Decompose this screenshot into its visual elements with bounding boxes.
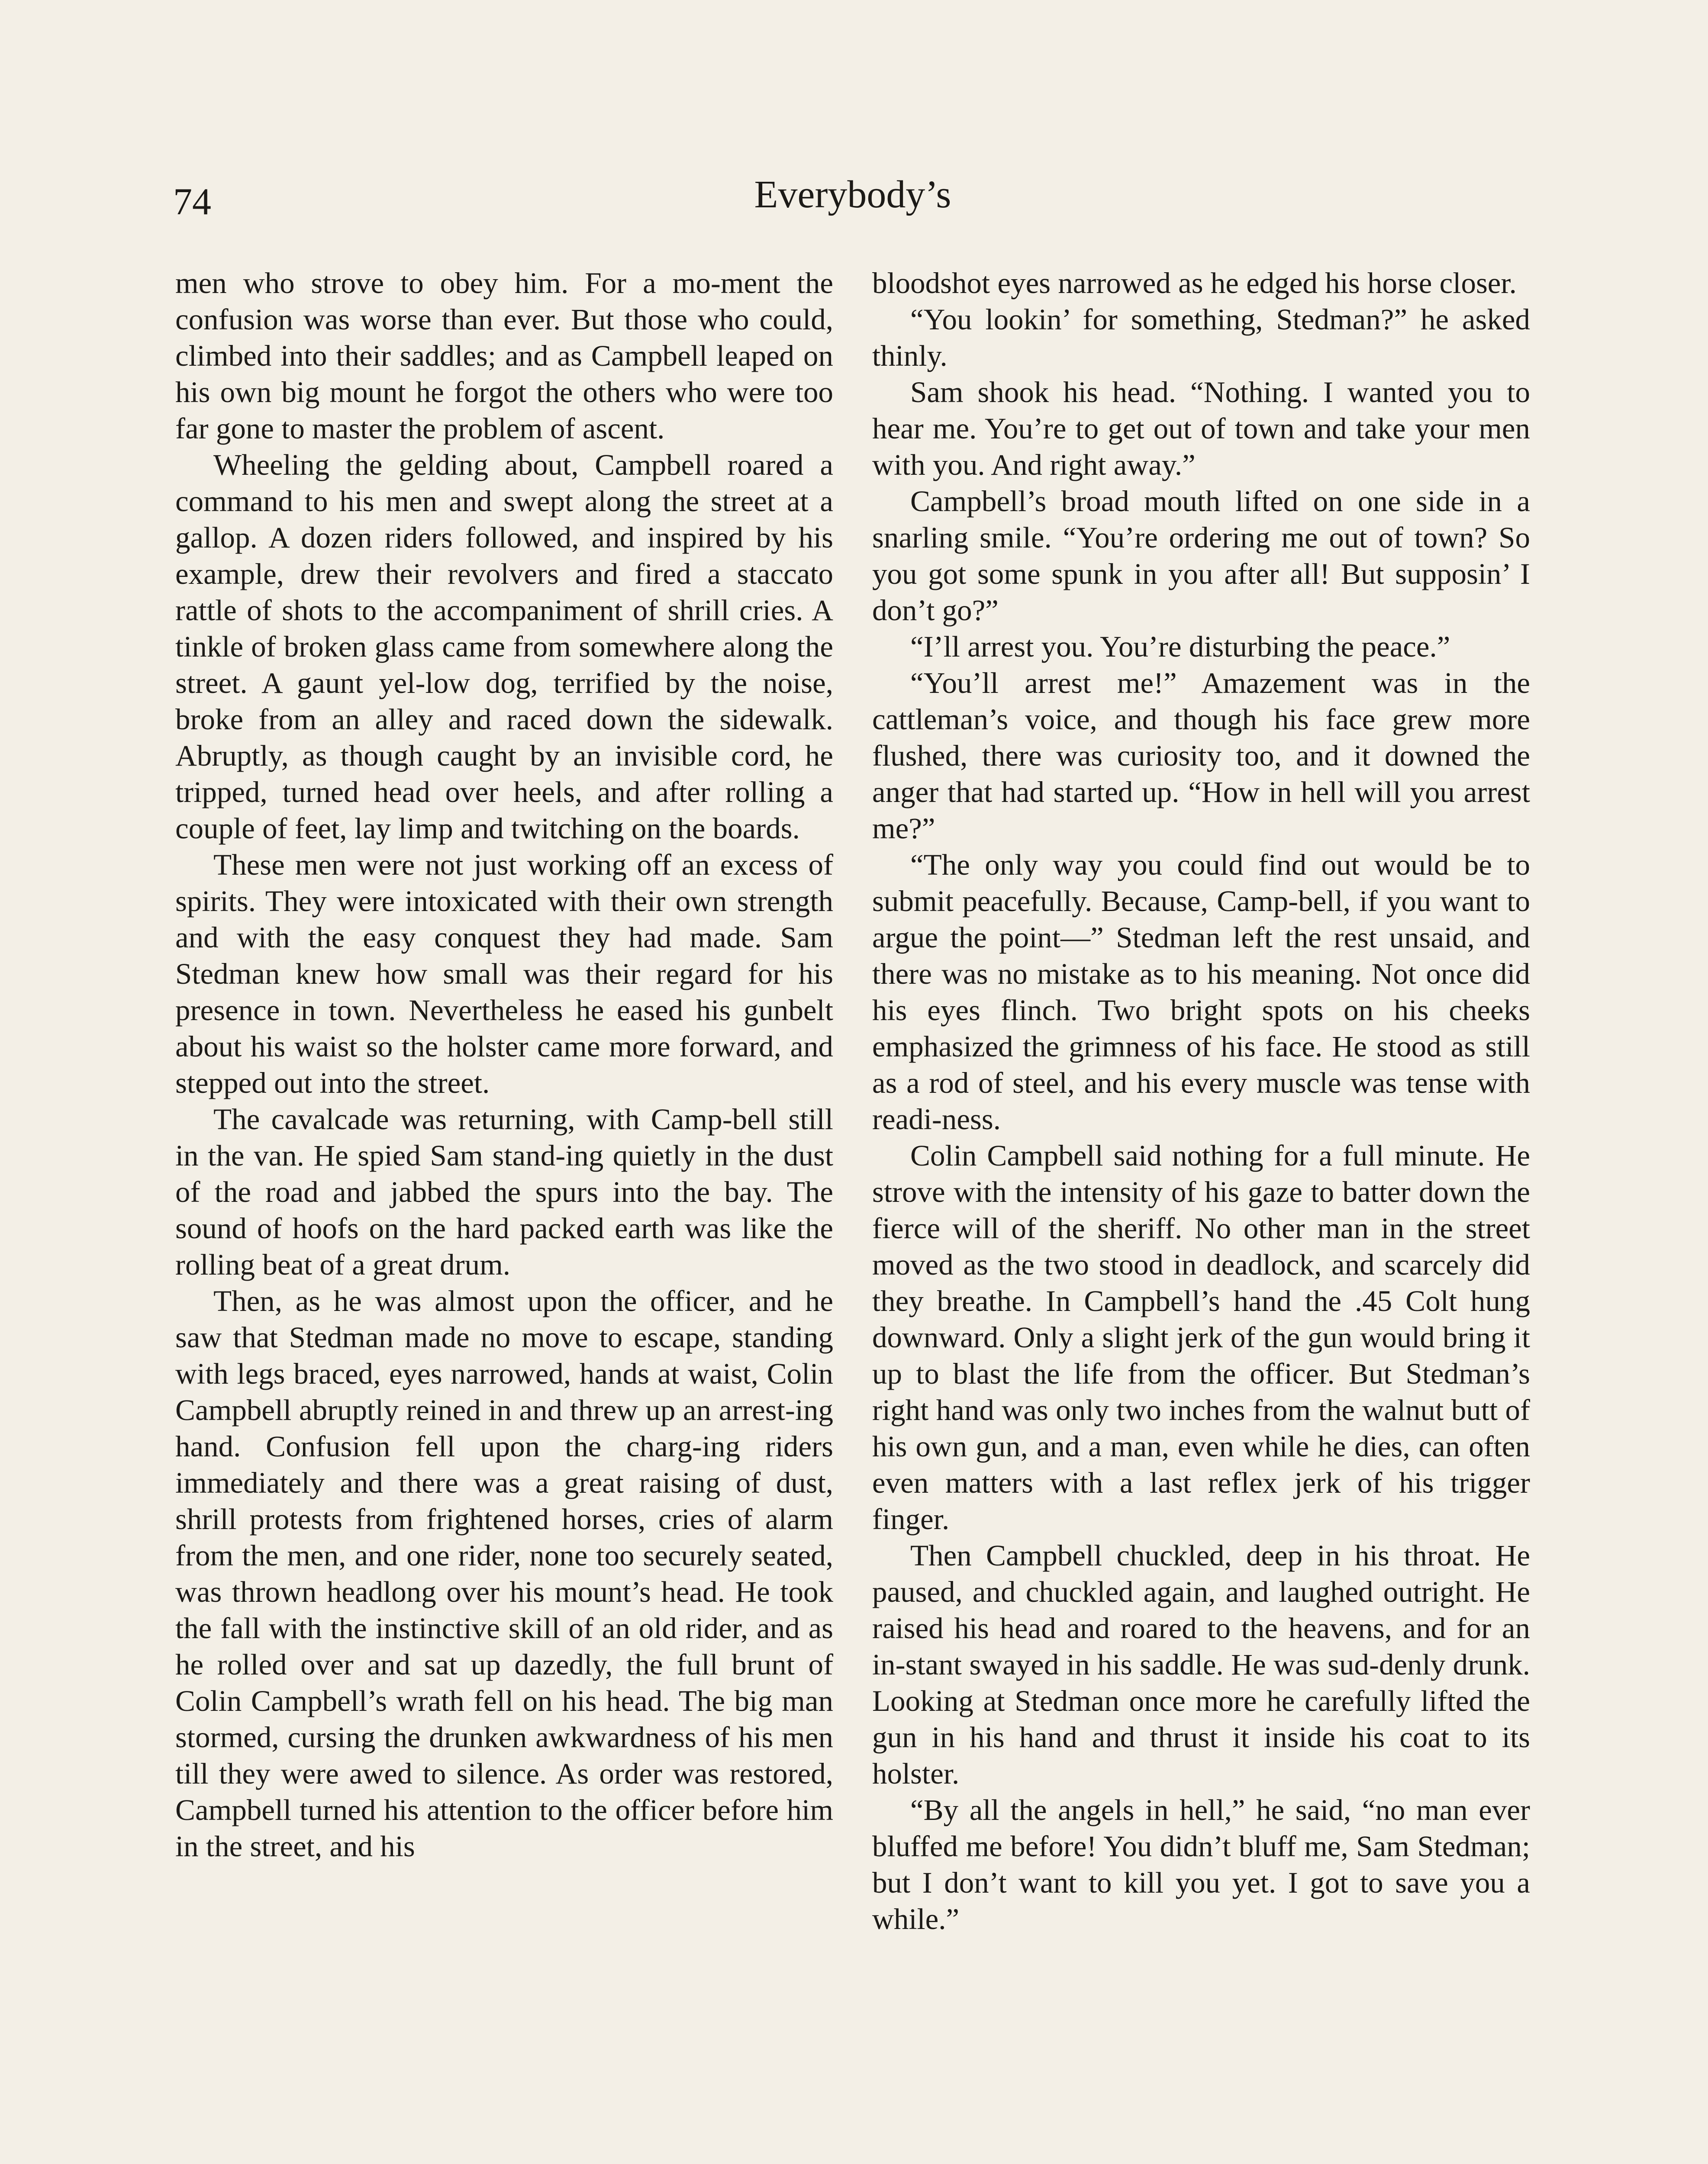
paragraph: “You’ll arrest me!” Amazement was in the cattleman’s voice, and though his face grew more flushed, there was curiosity too, and it downed the anger that had started up. “How in hell will you arrest me?” <box>872 667 1530 845</box>
running-head: Everybody’s <box>754 173 951 216</box>
paragraph: bloodshot eyes narrowed as he edged his horse closer. <box>872 267 1517 299</box>
paragraph: Wheeling the gelding about, Campbell roared a command to his men and swept along the street at a gallop. A dozen riders followed, and inspired by his example, drew their revolvers and fired a staccato rattle of shots to the accompaniment of shrill cries. A tinkle of broken glass came from somewhere along the street. A gaunt yel-low dog, terrified by the noise, broke from an alley and raced down the sidewalk. Abruptly, as though caught by an invisible cord, he tripped, turned head over heels, and after rolling a couple of feet, lay limp and twitching on the boards. <box>175 448 833 845</box>
paragraph: Sam shook his head. “Nothing. I wanted you to hear me. You’re to get out of town and take your men with you. And right away.” <box>872 376 1530 481</box>
paragraph: Campbell’s broad mouth lifted on one side in a snarling smile. “You’re ordering me out of town? So you got some spunk in you after all! But supposin’ I don’t go?” <box>872 485 1530 627</box>
right-column <box>872 265 1530 1937</box>
page-header <box>173 175 1532 236</box>
paragraph: “You lookin’ for something, Stedman?” he asked thinly. <box>872 303 1530 372</box>
paragraph: men who strove to obey him. For a mo-ment the confusion was worse than ever. But those who could, climbed into their saddles; and as Campbell leaped on his own big mount he forgot the others who were too far gone to master the problem of ascent. <box>175 267 833 445</box>
paragraph: “The only way you could find out would be to submit peacefully. Because, Camp-bell, if you want to argue the point—” Stedman left the rest unsaid, and there was no mistake as to his meaning. Not once did his eyes flinch. Two bright spots on his cheeks emphasized the grimness of his face. He stood as still as a rod of steel, and his every muscle was tense with readi-ness. <box>872 848 1530 1136</box>
paragraph: The cavalcade was returning, with Camp-bell still in the van. He spied Sam stand-ing quietly in the dust of the road and jabbed the spurs into the bay. The sound of hoofs on the hard packed earth was like the rolling beat of a great drum. <box>175 1103 833 1281</box>
left-column <box>175 265 833 1865</box>
paragraph: Then Campbell chuckled, deep in his throat. He paused, and chuckled again, and laughed outright. He raised his head and roared to the heavens, and for an in-stant swayed in his saddle. He was sud-denly drunk. Looking at Stedman once more he carefully lifted the gun in his hand and thrust it inside his coat to its holster. <box>872 1539 1530 1790</box>
paragraph: “I’ll arrest you. You’re disturbing the peace.” <box>910 630 1450 663</box>
paragraph: Colin Campbell said nothing for a full minute. He strove with the intensity of his gaze to batter down the fierce will of the sheriff. No other man in the street moved as the two stood in deadlock, and scarcely did they breathe. In Campbell’s hand the .45 Colt hung downward. Only a slight jerk of the gun would bring it up to blast the life from the officer. But Stedman’s right hand was only two inches from the walnut butt of his own gun, and a man, even while he dies, can often even matters with a last reflex jerk of his trigger finger. <box>872 1139 1530 1536</box>
paragraph: Then, as he was almost upon the officer, and he saw that Stedman made no move to escape, standing with legs braced, eyes narrowed, hands at waist, Colin Campbell abruptly reined in and threw up an arrest-ing hand. Confusion fell upon the charg-ing riders immediately and there was a great raising of dust, shrill protests from frightened horses, cries of alarm from the men, and one rider, none too securely seated, was thrown headlong over his mount’s head. He took the fall with the instinctive skill of an old rider, and as he rolled over and sat up dazedly, the full brunt of Colin Campbell’s wrath fell on his head. The big man stormed, cursing the drunken awkwardness of his men till they were awed to silence. As order was restored, Campbell turned his attention to the officer before him in the street, and his <box>175 1285 833 1863</box>
paragraph: “By all the angels in hell,” he said, “no man ever bluffed me before! You didn’t bluff me, Sam Stedman; but I don’t want to kill you yet. I got to save you a while.” <box>872 1794 1530 1935</box>
paragraph: These men were not just working off an excess of spirits. They were intoxicated with their own strength and with the easy conquest they had made. Sam Stedman knew how small was their regard for his presence in town. Nevertheless he eased his gunbelt about his waist so the holster came more forward, and stepped out into the street. <box>175 848 833 1099</box>
page-number: 74 <box>173 181 211 223</box>
